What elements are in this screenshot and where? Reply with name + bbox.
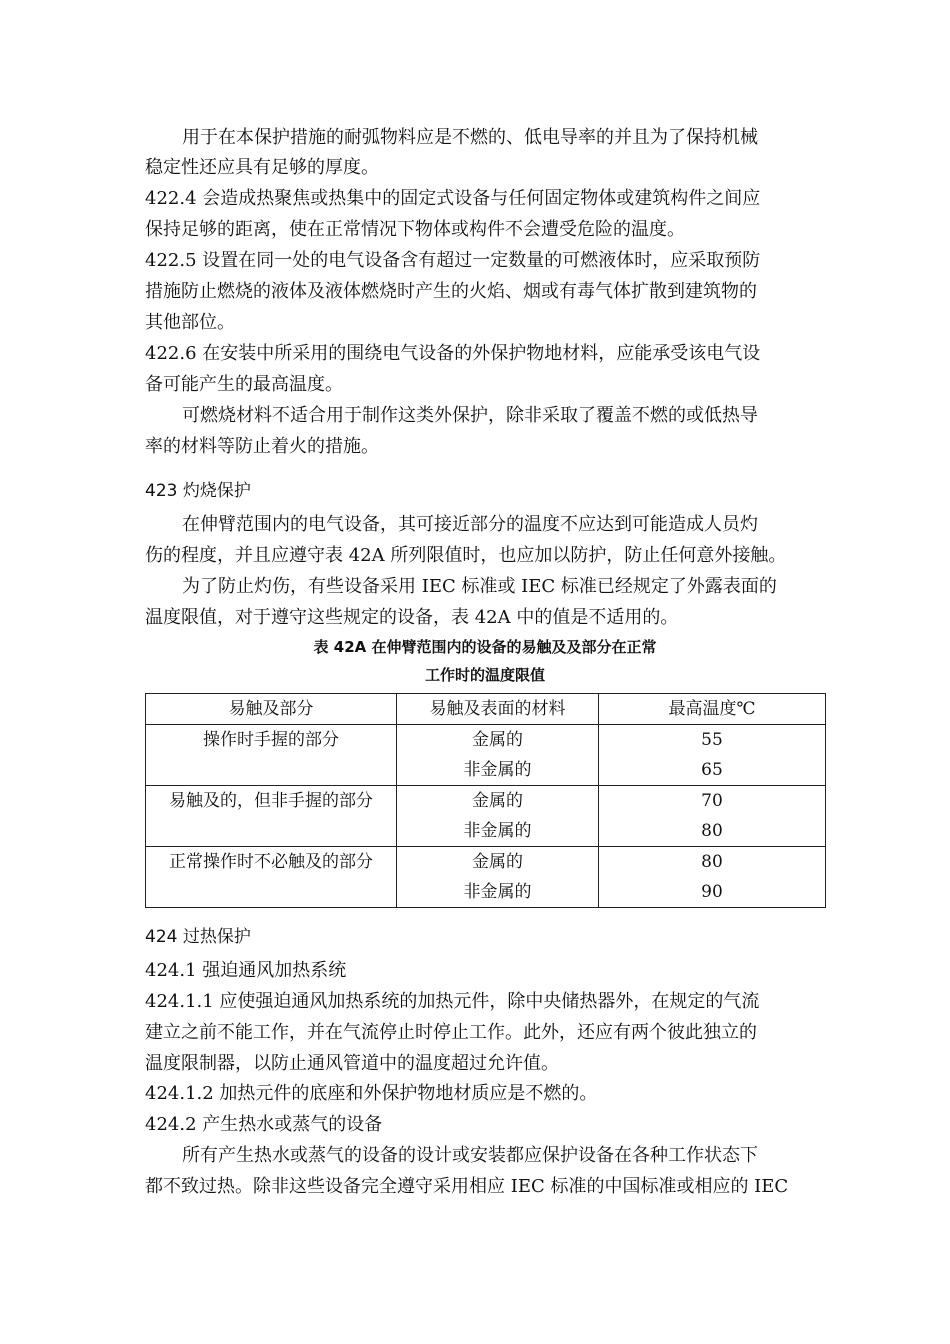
body-text-line: 保持足够的距离，使在正常情况下物体或构件不会遭受危险的温度。	[145, 219, 685, 240]
table-caption-line2: 工作时的温度限值	[424, 666, 545, 684]
table-caption-line1: 表 42A 在伸臂范围内的设备的易触及及部分在正常	[313, 638, 657, 656]
material-cell: 金属的 非金属的	[397, 847, 599, 908]
body-text-line: 温度限制器，以防止通风管道中的温度超过允许值。	[145, 1053, 559, 1074]
clause-424-1: 424.1 强迫通风加热系统	[145, 960, 347, 981]
header-max-temp: 最高温度℃	[599, 694, 826, 725]
header-part: 易触及部分	[146, 694, 397, 725]
part-cell: 正常操作时不必触及的部分	[146, 847, 397, 908]
body-text-line: 用于在本保护措施的耐弧物料应是不燃的、低电导率的并且为了保持机械	[182, 127, 758, 148]
material-cell: 金属的 非金属的	[397, 725, 599, 786]
temperature-limits-table	[145, 693, 826, 908]
header-material: 易触及表面的材料	[397, 694, 599, 725]
section-heading-423: 423 灼烧保护	[145, 481, 251, 501]
part-cell: 易触及的，但非手握的部分	[146, 786, 397, 847]
table-row	[146, 847, 826, 908]
body-text-line: 措施防止燃烧的液体及液体燃烧时产生的火焰、烟或有毒气体扩散到建筑物的	[145, 281, 757, 302]
body-text-line: 在伸臂范围内的电气设备，其可接近部分的温度不应达到可能造成人员灼	[182, 514, 758, 535]
clause-424-2: 424.2 产生热水或蒸气的设备	[145, 1114, 383, 1135]
table-header-row	[146, 694, 826, 725]
body-text-line: 为了防止灼伤，有些设备采用 IEC 标准或 IEC 标准已经规定了外露表面的	[182, 576, 777, 597]
body-text-line: 温度限值，对于遵守这些规定的设备，表 42A 中的值是不适用的。	[145, 607, 679, 628]
part-cell: 操作时手握的部分	[146, 725, 397, 786]
temp-cell: 80 90	[599, 847, 826, 908]
clause-424-1-1: 424.1.1 应使强迫通风加热系统的加热元件，除中央储热器外，在规定的气流	[145, 991, 760, 1012]
table-row	[146, 786, 826, 847]
clause-422-6: 422.6 在安装中所采用的围绕电气设备的外保护物地材料，应能承受该电气设	[145, 343, 761, 364]
body-text-line: 所有产生热水或蒸气的设备的设计或安装都应保护设备在各种工作状态下	[182, 1145, 758, 1166]
body-text-line: 其他部位。	[145, 312, 235, 333]
body-text-line: 稳定性还应具有足够的厚度。	[145, 157, 379, 178]
body-text-line: 备可能产生的最高温度。	[145, 374, 343, 395]
body-text-line: 伤的程度，并且应遵守表 42A 所列限值时，也应加以防护，防止任何意外接触。	[145, 545, 787, 566]
clause-424-1-2: 424.1.2 加热元件的底座和外保护物地材质应是不燃的。	[145, 1083, 598, 1104]
body-text-line: 可燃烧材料不适合用于制作这类外保护，除非采取了覆盖不燃的或低热导	[182, 405, 758, 426]
clause-422-4: 422.4 会造成热聚焦或热集中的固定式设备与任何固定物体或建筑构件之间应	[145, 188, 761, 209]
section-heading-424: 424 过热保护	[145, 927, 251, 947]
table-row	[146, 725, 826, 786]
temp-cell: 70 80	[599, 786, 826, 847]
body-text-line: 率的材料等防止着火的措施。	[145, 436, 379, 457]
body-text-line: 建立之前不能工作，并在气流停止时停止工作。此外，还应有两个彼此独立的	[145, 1022, 757, 1043]
body-text-line: 都不致过热。除非这些设备完全遵守采用相应 IEC 标准的中国标准或相应的 IEC	[145, 1176, 789, 1197]
material-cell: 金属的 非金属的	[397, 786, 599, 847]
clause-422-5: 422.5 设置在同一处的电气设备含有超过一定数量的可燃液体时，应采取预防	[145, 250, 761, 271]
temp-cell: 55 65	[599, 725, 826, 786]
